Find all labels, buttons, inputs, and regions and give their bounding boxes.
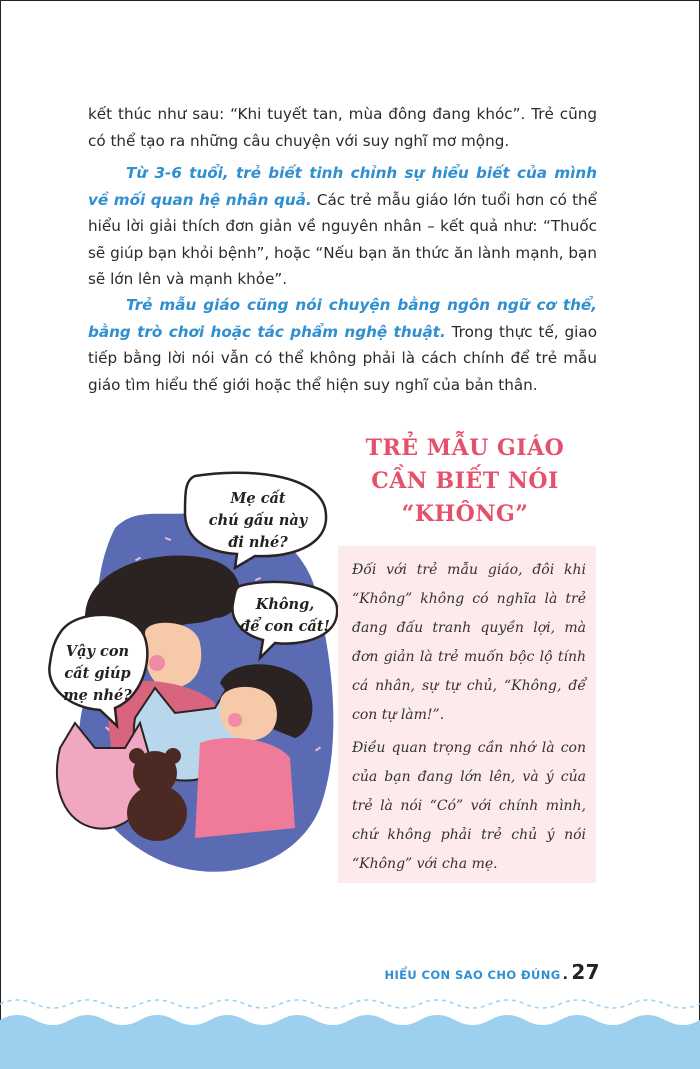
sidebar-paragraph-2: Điều quan trọng cần nhớ là con của bạn đang lớn lên, và ý của trẻ là nói “Có” với chính mình, chứ không phải trẻ chủ ý nói “Không” với cha mẹ. — [352, 740, 586, 872]
speech-bubble-1-line-3: đi nhé? — [228, 534, 288, 551]
child-body — [195, 738, 295, 838]
mother-face — [145, 623, 202, 688]
speech-bubble-3-text — [50, 641, 145, 707]
paragraph-3-text: Trong thực tế, giao tiếp bằng lời nói vẫn có thể không phải là cách chính để trẻ mẫu giáo tìm hiểu thế giới hoặc thể hiện suy nghĩ của bản thân. — [88, 322, 597, 394]
sidebar-heading — [340, 432, 590, 531]
speech-bubble-1-text — [198, 488, 318, 554]
page-footer — [384, 960, 600, 984]
teddy-bear-body — [127, 785, 187, 841]
speech-bubble-2-line-2: để con cất! — [240, 618, 330, 635]
paragraph-2-emphasis: Từ 3-6 tuổi, trẻ biết tinh chỉnh sự hiểu biết của mình về mối quan hệ nhân quả. — [88, 164, 597, 209]
sidebar-paragraph-1: Đối với trẻ mẫu giáo, đôi khi “Không” không có nghĩa là trẻ đang đấu tranh quyền lợi, mà đơn giản là trẻ muốn bộc lộ tính cá nhân, sự tự chủ, “Không, để con tự làm!”. — [352, 562, 586, 723]
paragraph-3 — [88, 292, 597, 398]
speech-bubble-3-line-1: Vậy con — [65, 643, 130, 660]
footer-separator: . — [562, 967, 569, 983]
speech-bubble-3-line-2: cất giúp — [64, 665, 131, 682]
speech-bubble-1-line-2: chú gấu này — [208, 512, 308, 529]
page-number: 27 — [571, 960, 600, 984]
sidebar-heading-line-3: “KHÔNG” — [401, 501, 529, 527]
paragraph-1-text: kết thúc như sau: “Khi tuyết tan, mùa đông đang khóc”. Trẻ cũng có thể tạo ra những câu chuyện với suy nghĩ mơ mộng. — [88, 105, 597, 150]
book-title: HIỂU CON SAO CHO ĐÚNG — [384, 968, 561, 982]
bottom-wave-decoration — [0, 996, 700, 1069]
sidebar-heading-line-2: CẦN BIẾT NÓI — [371, 468, 559, 494]
speech-bubble-2-line-1: Không, — [255, 596, 315, 613]
speech-bubble-2-text — [230, 594, 340, 638]
speech-bubble-1-line-1: Mẹ cất — [230, 490, 286, 507]
sidebar-heading-line-1: TRẺ MẪU GIÁO — [365, 435, 565, 461]
paragraph-3-emphasis: Trẻ mẫu giáo cũng nói chuyện bằng ngôn ngữ cơ thể, bằng trò chơi hoặc tác phẩm nghệ thuật. — [88, 296, 597, 341]
paragraph-2 — [88, 160, 597, 293]
paragraph-1 — [88, 101, 597, 154]
paragraph-2-text: Các trẻ mẫu giáo lớn tuổi hơn có thể hiểu lời giải thích đơn giản về nguyên nhân – kết quả như: “Thuốc sẽ giúp bạn khỏi bệnh”, hoặc “Nếu bạn ăn thức ăn lành mạnh, bạn sẽ lớn lên và mạnh khỏe”. — [88, 190, 597, 288]
speech-bubble-3-line-3: mẹ nhé? — [63, 687, 132, 704]
